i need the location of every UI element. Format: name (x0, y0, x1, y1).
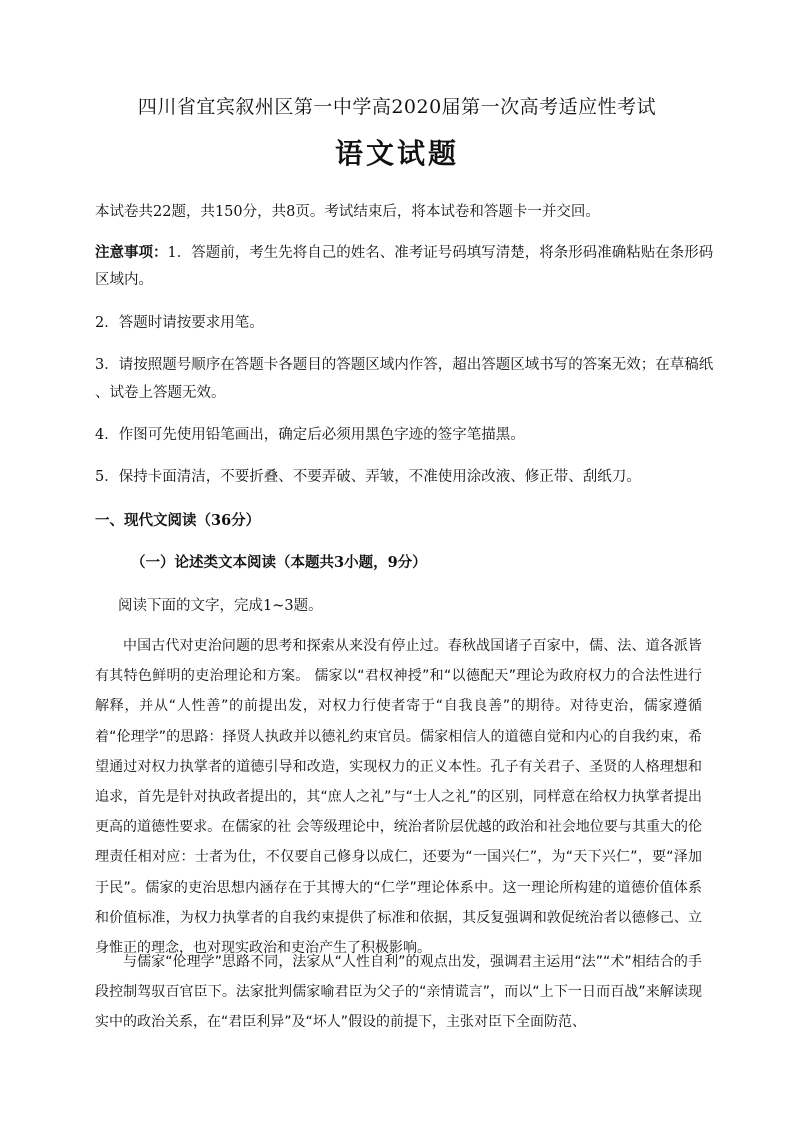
intro-text: 本试卷共22题，共150分，共8页。考试结束后，将本试卷和答题卡一并交回。 (95, 204, 600, 220)
subject-title: 语文试题 (334, 137, 459, 170)
notes-item-4: 4．作图可先使用铅笔画出，确定后必须用黑色字迹的签字笔描黑。 (95, 427, 525, 443)
passage-paragraph-2: 与儒家“伦理学”思路不同，法家从“人性自利”的观点出发，强调君主运用“法”“术”相结合的手段控制驾驭百官臣下。法家批判儒家喻君臣为父子的“亲情谎言”，而以“上下一日而百战”来解读现实中的政治关系，在“君臣利异”及“坏人”假设的前提下，主张对臣下全面防范、 (95, 954, 702, 1031)
notes-label: 注意事项： (95, 244, 168, 261)
notes-item-5: 5．保持卡面清洁，不要折叠、不要弄破、弄皱，不准使用涂改液、修正带、刮纸刀。 (95, 469, 641, 485)
exam-title: 四川省宜宾叙州区第一中学高2020届第一次高考适应性考试 (137, 96, 657, 118)
section-1-title: 一、现代文阅读（36分） (95, 512, 261, 529)
passage-paragraph-1: 中国古代对吏治问题的思考和探索从来没有停止过。春秋战国诸子百家中，儒、法、道各派皆有其特色鲜明的吏治理论和方案。 儒家以“君权神授”和“以德配天”理论为政府权力的合法性进行解释，并从“人性善”的前提出发，对权力行使者寄于“自我良善”的期待。对待吏治，儒家遵循着“伦理学”的思路：择贤人执政并以德礼约束官员。儒家相信人的道德自觉和内心的自我约束，希望通过对权力执掌者的道德引导和改造，实现权力的正义本性。孔子有关君子、圣贤的人格理想和追求，首先是针对执政者提出的，其“庶人之礼”与“士人之礼”的区别，同样意在给权力执掌者提出更高的道德性要求。在儒家的社 会等级理论中，统治者阶层优越的政治和社会地位要与其重大的伦理责任相对应：士者为仕，不仅要自己修身以成仁，还要为“一国兴仁”，为“天下兴仁”，要“泽加于民”。儒家的吏治思想内涵存在于其博大的“仁学”理论体系中。这一理论所构建的道德价值体系和价值标准，为权力执掌者的自我约束提供了标准和依据，其反复强调和敦促统治者以德修己、立身惟正的理念，也对现实政治和吏治产生了积极影响。 (95, 638, 702, 957)
notes-item-2: 2．答题时请按要求用笔。 (95, 315, 264, 331)
notes-item-1-text: 1．答题前，考生先将自己的姓名、准考证号码填写清楚，将条形码准确粘贴在条形码 (167, 245, 714, 261)
part-1-title: （一）论述类文本阅读（本题共3小题，9分） (131, 554, 427, 571)
reading-instruction: 阅读下面的文字，完成1~3题。 (118, 598, 323, 614)
notes-item-1-cont: 区域内。 (95, 272, 153, 288)
notes-item-3-cont: 、试卷上答题无效。 (95, 385, 226, 401)
notes-item-1 (95, 243, 714, 263)
notes-item-3: 3．请按照题号顺序在答题卡各题目的答题区域内作答，超出答题区域书写的答案无效；在草稿纸 (95, 357, 714, 373)
